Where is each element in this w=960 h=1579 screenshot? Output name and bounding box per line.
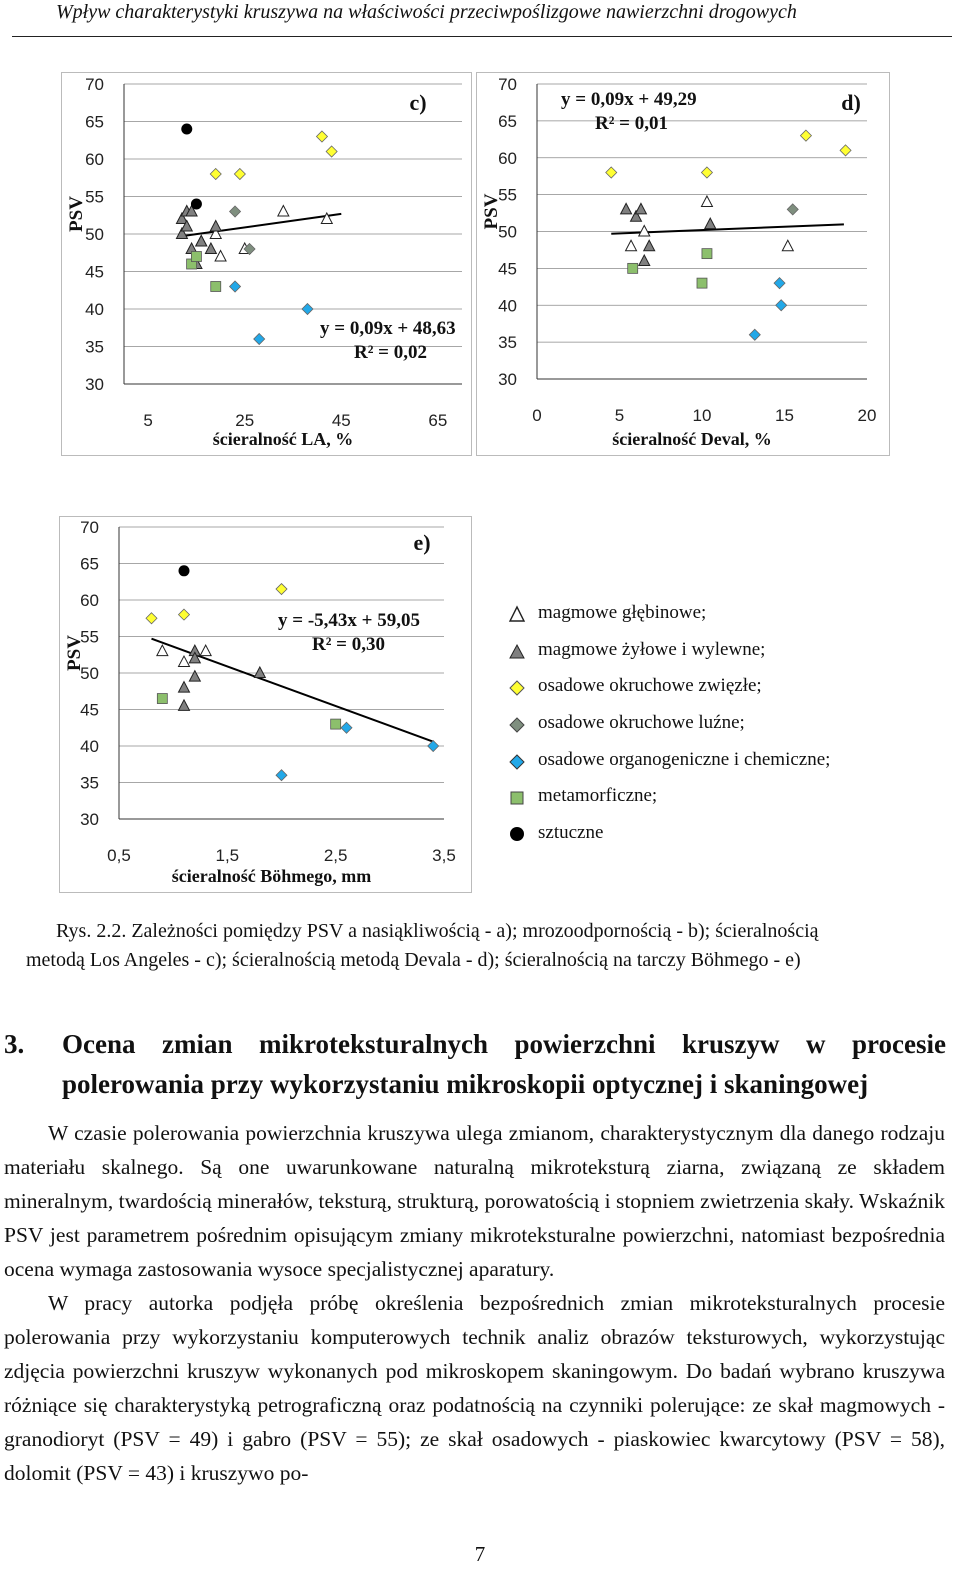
y-tick-label: 40 [80,737,99,756]
data-point-triangle-open [639,226,650,237]
data-point-circle-black [191,199,202,210]
data-point-diamond-blue [776,300,787,311]
x-tick-label: 0,5 [107,846,131,865]
legend-label: magmowe żyłowe i wylewne; [538,639,766,660]
green-square-marker-icon [506,787,528,809]
data-point-triangle-open [278,206,289,217]
regression-equation: y = 0,09x + 49,29 [561,89,697,110]
data-point-diamond-blue [774,278,785,289]
data-point-triangle-filled [635,203,646,214]
section-number: 3. [4,1029,25,1059]
data-point-square-green [331,719,341,729]
regression-equation: y = -5,43x + 59,05 [278,610,420,631]
x-tick-label: 45 [331,411,351,430]
r-squared-label: R² = 0,02 [354,342,427,363]
running-header [0,0,960,36]
y-axis-label: PSV [64,635,85,671]
data-point-triangle-open [215,251,226,262]
black-circle-marker-icon [506,824,528,846]
data-point-diamond-yellow [316,131,327,142]
section-title-line-1: Ocena zmian mikroteksturalnych powierzchni kruszyw w procesie [62,1029,946,1059]
chart-c-la-abrasion [61,72,472,456]
y-tick-label: 35 [80,773,99,793]
legend-label: magmowe głębinowe; [538,602,707,623]
x-axis-label: ścieralność Deval, % [612,429,772,449]
data-point-triangle-open [626,240,637,251]
chart-svg [60,517,471,892]
y-tick-label: 45 [80,700,99,720]
chart-e-bohme-abrasion [59,516,472,893]
data-point-square-green [211,282,221,292]
x-tick-label: 10 [692,406,712,425]
running-title: Wpływ charakterystyki kruszywa na właściwości przeciwpoślizgowe nawierzchni drogowych [56,1,797,23]
data-point-triangle-filled [179,682,190,693]
y-axis-label: PSV [481,193,502,230]
data-point-square-green [157,694,167,704]
data-point-triangle-filled [196,236,207,247]
y-tick-label: 65 [498,111,517,131]
data-points [606,130,851,340]
y-tick-label: 50 [498,222,517,242]
data-point-diamond-blue [341,722,352,733]
y-tick-label: 60 [498,148,517,168]
data-point-diamond-yellow [146,613,157,624]
yellow-diamond-marker-icon [506,677,528,699]
page-number: 7 [474,1542,486,1566]
data-point-diamond-yellow [276,584,287,595]
y-tick-label: 30 [85,375,104,394]
x-tick-label: 25 [235,411,255,430]
open-triangle-marker-icon [506,604,528,626]
data-point-diamond-blue [254,334,265,345]
data-point-diamond-yellow [800,130,811,141]
paragraph: W pracy autorka podjęła próbę określenia bezpośrednich zmian mikroteksturalnych procesie polerowania przy wykorzystaniu komputerowych technik analiz obrazów teksturowych, wykorzystując zdjęcia powierzchni kruszyw wykonanych pod mikroskopem skaningowym. Do badań wybrano kruszywa różniące się charakterystyką petrograficzną oraz podatnością na czynniki polerujące: ze skał magmowych - granodioryt (PSV = 49) i gabro (PSV = 55); ze skał osadowych - piaskowiec kwarcytowy (PSV = 58), dolomit (PSV = 43) i kruszywo po- [4,1291,945,1485]
legend-label: osadowe okruchowe zwięzłe; [538,675,762,696]
y-tick-label: 45 [498,259,517,279]
y-tick-label: 40 [498,296,517,316]
data-point-square-green [191,252,201,262]
data-point-triangle-filled [254,667,265,678]
x-axis-label: ścieralność Böhmego, mm [171,866,372,886]
paragraph: W czasie polerowania powierzchnia kruszywa ulega zmianom, charakterystycznym dla danego rodzaju materiału skalnego. Są one uwarunkowane naturalną mikroteksturą ziarna, związaną ze składem mineralnym, twardością minerałów, teksturą, strukturą, porowatością i stopniem zwietrzenia skały. Wskaźnik PSV jest parametrem pośrednim opisującym zmiany mikroteksturalne powierzchni, natomiast bezpośrednia ocena wymaga zastosowania wysoce specjalistycznej aparatury. [4,1121,945,1281]
data-point-diamond-gray [230,206,241,217]
legend-label: sztuczne [538,822,604,843]
gray-triangle-marker-icon [506,641,528,663]
x-tick-label: 5 [143,411,153,430]
x-tick-label: 2,5 [323,846,348,865]
data-point-diamond-blue [302,304,313,315]
panel-label: d) [841,90,861,115]
data-point-triangle-filled [205,243,216,254]
y-tick-label: 60 [80,591,99,610]
x-tick-label: 3,5 [432,846,456,865]
regression-equation: y = 0,09x + 48,63 [320,318,456,339]
y-tick-label: 30 [80,810,99,829]
blue-diamond-marker-icon [506,751,528,773]
data-point-square-green [697,278,707,288]
x-tick-label: 65 [428,411,448,430]
section-title-line-2: polerowania przy wykorzystaniu mikroskopii optycznej i skaningowej [62,1069,869,1099]
data-point-triangle-open [782,240,793,251]
x-tick-label: 20 [857,406,877,425]
y-tick-label: 40 [85,300,104,319]
data-point-diamond-yellow [840,145,851,156]
x-tick-label: 5 [614,406,625,425]
trendline [182,214,341,236]
x-tick-label: 0 [532,406,542,425]
y-tick-label: 70 [498,75,517,94]
data-point-triangle-filled [639,255,650,266]
data-point-square-green [702,249,712,259]
data-point-diamond-yellow [606,167,617,178]
chart-svg [477,73,889,455]
body-text [4,1116,945,1490]
data-point-circle-black [179,565,190,576]
data-point-triangle-filled [210,221,221,232]
data-point-triangle-filled [189,671,200,682]
y-tick-label: 70 [85,75,104,94]
data-point-triangle-open [701,196,712,207]
data-point-diamond-yellow [179,609,190,620]
y-tick-label: 55 [498,185,517,205]
caption-line-1: Rys. 2.2. Zależności pomiędzy PSV a nasiąkliwością - a); mrozoodpornością - b); ścieralnością [56,920,819,942]
y-tick-label: 60 [85,150,104,169]
data-point-diamond-blue [428,741,439,752]
data-point-diamond-yellow [326,146,337,157]
data-point-diamond-yellow [701,167,712,178]
y-tick-label: 55 [85,187,104,207]
data-point-triangle-open [179,656,190,667]
y-tick-label: 50 [85,225,104,244]
y-tick-label: 35 [85,337,104,357]
y-tick-label: 35 [498,333,517,353]
panel-label: c) [409,90,427,115]
data-point-triangle-open [200,645,211,656]
data-point-square-green [628,263,638,273]
y-tick-label: 65 [85,112,104,132]
data-point-triangle-filled [644,240,655,251]
data-point-triangle-filled [179,700,190,711]
data-point-triangle-filled [705,218,716,229]
y-tick-label: 70 [80,518,99,537]
legend-label: metamorficzne; [538,785,658,806]
data-point-diamond-blue [276,770,287,781]
data-point-circle-black [181,124,192,135]
y-tick-label: 50 [80,664,99,683]
x-axis-label: ścieralność LA, % [212,429,354,449]
r-squared-label: R² = 0,30 [312,634,385,655]
caption-line-2: metodą Los Angeles - c); ścieralnością metodą Devala - d); ścieralnością na tarczy Böhmego - e) [26,949,801,971]
data-point-diamond-blue [749,329,760,340]
gray-diamond-marker-icon [506,714,528,736]
y-axis-label: PSV [66,196,87,232]
x-tick-label: 1,5 [215,846,240,865]
data-point-diamond-yellow [234,169,245,180]
data-point-triangle-filled [621,203,632,214]
y-tick-label: 65 [80,554,99,574]
panel-label: e) [413,530,431,555]
data-point-diamond-yellow [210,169,221,180]
y-tick-label: 55 [80,627,99,647]
data-point-diamond-gray [787,204,798,215]
y-tick-label: 30 [498,370,517,389]
chart-d-deval-abrasion [476,72,890,456]
data-point-diamond-blue [230,281,241,292]
chart-svg [62,73,471,455]
legend-label: osadowe okruchowe luźne; [538,712,745,733]
x-tick-label: 15 [775,406,794,425]
data-point-triangle-open [157,645,168,656]
legend-label: osadowe organogeniczne i chemiczne; [538,749,831,770]
y-tick-label: 45 [85,262,104,282]
r-squared-label: R² = 0,01 [595,113,668,134]
header-rule [12,36,952,37]
